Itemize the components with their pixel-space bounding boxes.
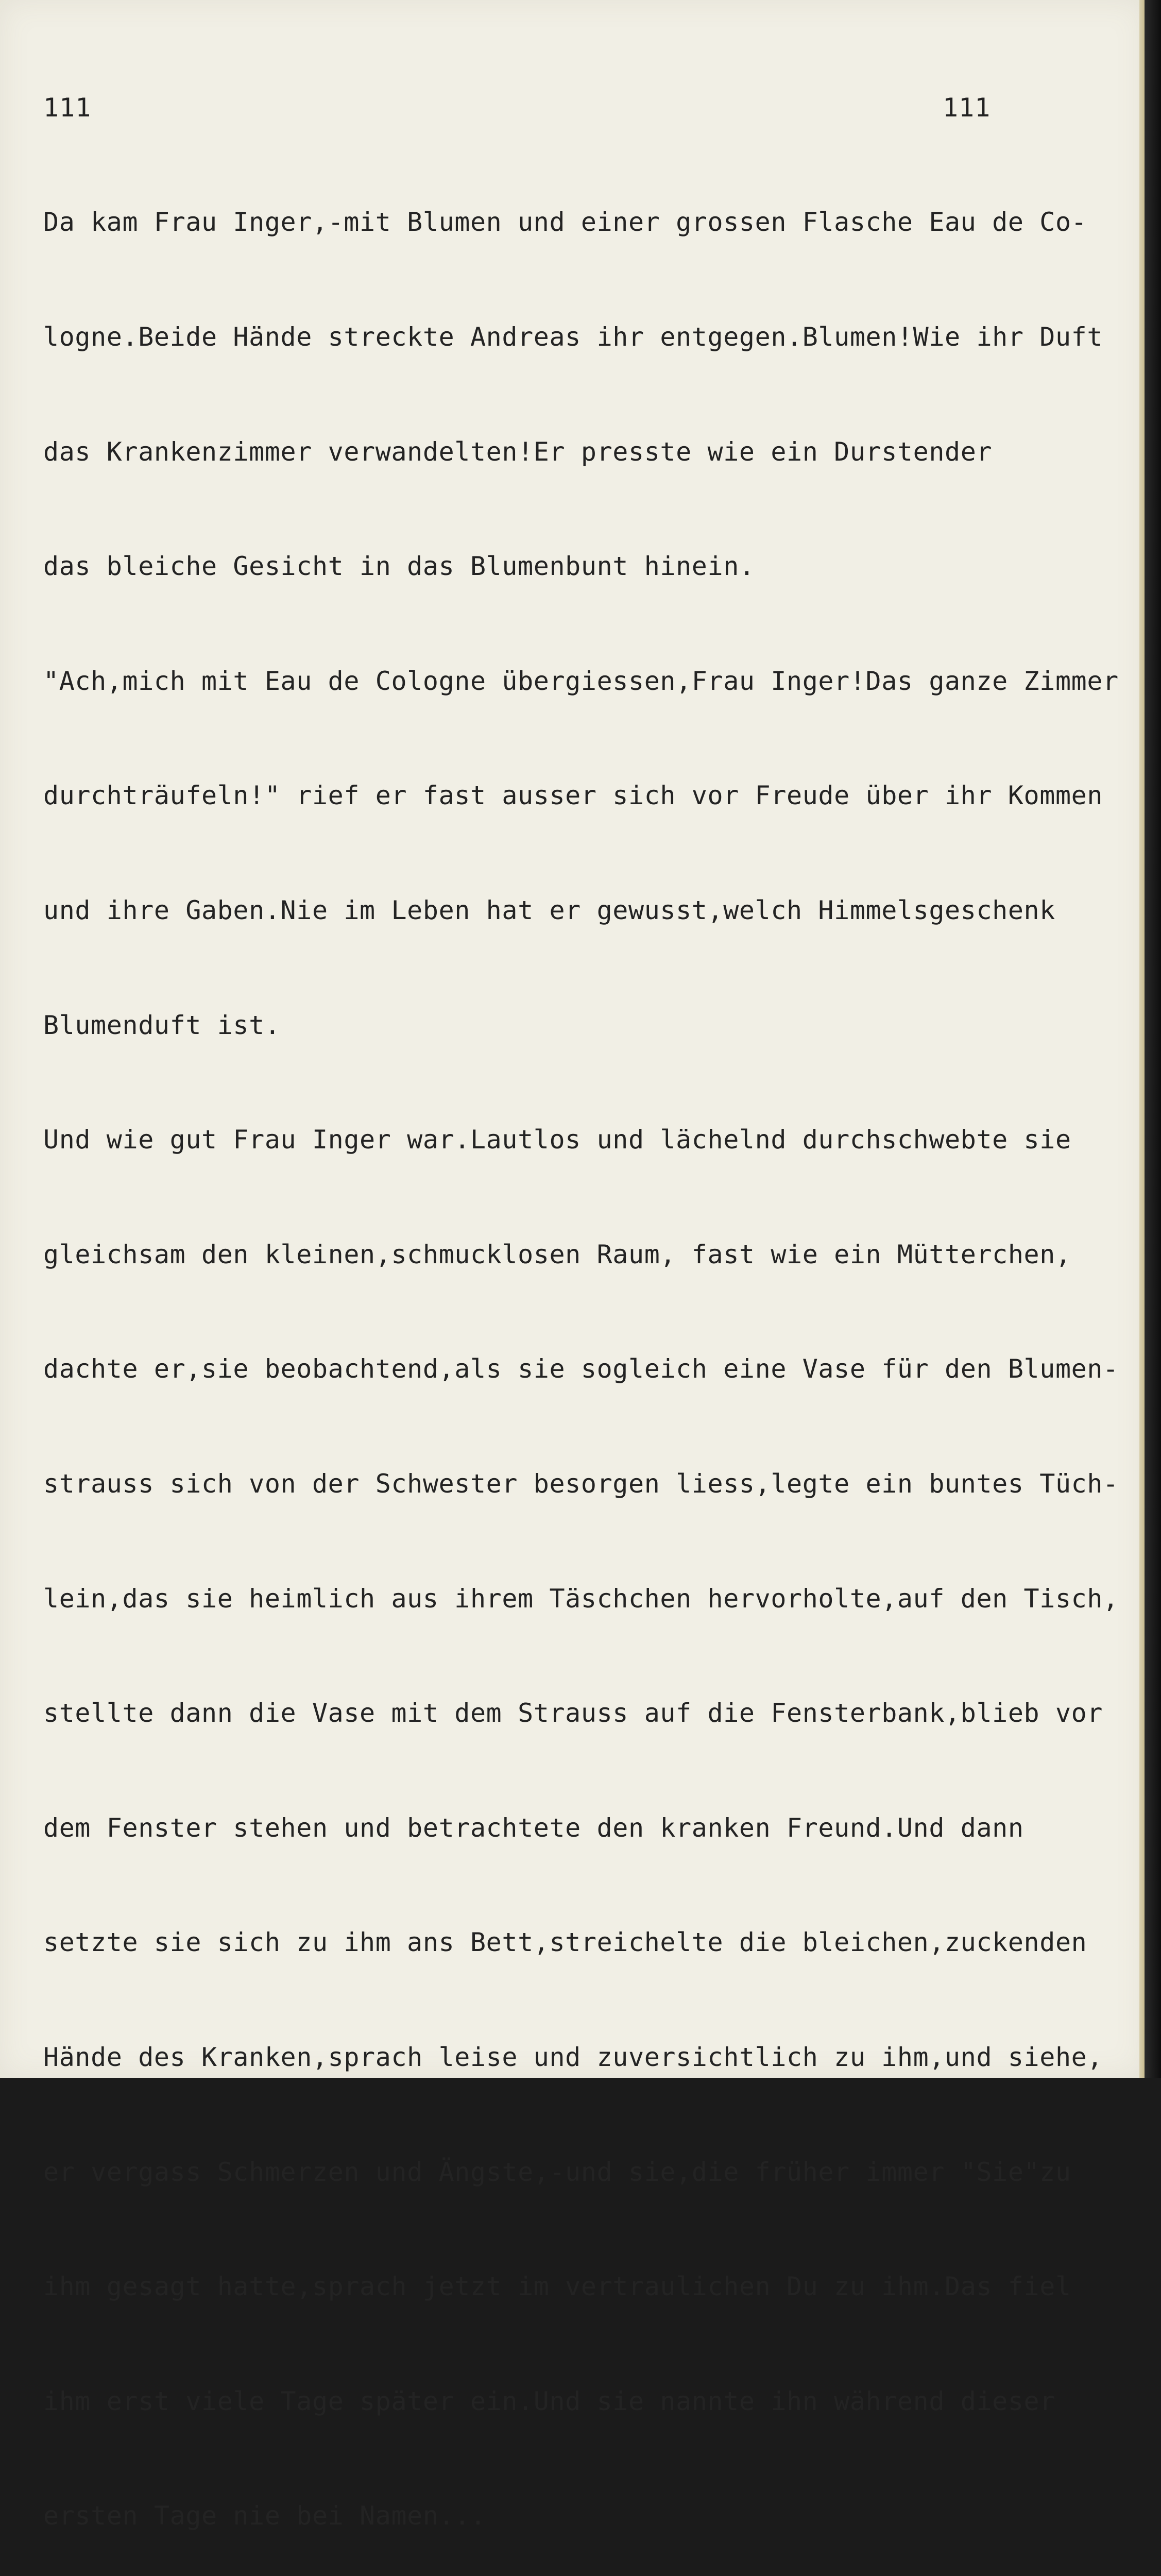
text-line: das bleiche Gesicht in das Blumenbunt hinein. bbox=[43, 551, 755, 582]
text-line: gleichsam den kleinen,schmucklosen Raum, fast wie ein Mütterchen, bbox=[43, 1239, 1071, 1269]
page-edge-strip bbox=[1139, 0, 1145, 2078]
text-line: Blumenduft ist. bbox=[43, 1010, 281, 1040]
text-line: dachte er,sie beobachtend,als sie sogleich eine Vase für den Blumen- bbox=[43, 1354, 1119, 1384]
text-line: "Ach,mich mit Eau de Cologne übergiessen,Frau Inger!Das ganze Zimmer bbox=[43, 666, 1119, 696]
text-line: strauss sich von der Schwester besorgen liess,legte ein buntes Tüch- bbox=[43, 1468, 1119, 1499]
text-line: Und wie gut Frau Inger war.Lautlos und lächelnd durchschwebte sie bbox=[43, 1125, 1071, 1155]
text-line: durchträufeln!" rief er fast ausser sich vor Freude über ihr Kommen bbox=[43, 781, 1103, 811]
text-line: ihm gesagt hatte,sprach jetzt im vertraulichen Du zu ihm.Das fiel bbox=[43, 2272, 1071, 2302]
body-text bbox=[43, 127, 1119, 2576]
text-line: das Krankenzimmer verwandelten!Er presste wie ein Durstender bbox=[43, 436, 993, 467]
page-number-right: 111 bbox=[943, 93, 991, 123]
page-number-left: 111 bbox=[43, 93, 92, 123]
text-line: und ihre Gaben.Nie im Leben hat er gewusst,welch Himmelsgeschenk bbox=[43, 895, 1055, 925]
text-line: setzte sie sich zu ihm ans Bett,streichelte die bleichen,zuckenden bbox=[43, 1927, 1087, 1958]
text-line: logne.Beide Hände streckte Andreas ihr entgegen.Blumen!Wie ihr Duft bbox=[43, 322, 1103, 352]
text-line: lein,das sie heimlich aus ihrem Täschchen hervorholte,auf den Tisch, bbox=[43, 1583, 1119, 1614]
text-line: ersten Tage nie bei Namen... bbox=[43, 2501, 486, 2531]
scan-border bbox=[1145, 0, 1161, 2078]
text-line: ihm erst viele Tage später ein.Und sie nannte ihn während dieser bbox=[43, 2386, 1055, 2416]
text-line: stellte dann die Vase mit dem Strauss auf die Fensterbank,blieb vor bbox=[43, 1698, 1103, 1728]
text-line: dem Fenster stehen und betrachtete den kranken Freund.Und dann bbox=[43, 1812, 1024, 1843]
text-line: Hände des Kranken,sprach leise und zuversichtlich zu ihm,und siehe, bbox=[43, 2042, 1103, 2072]
text-line: er vergass Schmerzen und Ängste,-und sie,die früher immer "Sie"zu bbox=[43, 2157, 1071, 2187]
text-line: Da kam Frau Inger,-mit Blumen und einer grossen Flasche Eau de Co- bbox=[43, 207, 1087, 238]
